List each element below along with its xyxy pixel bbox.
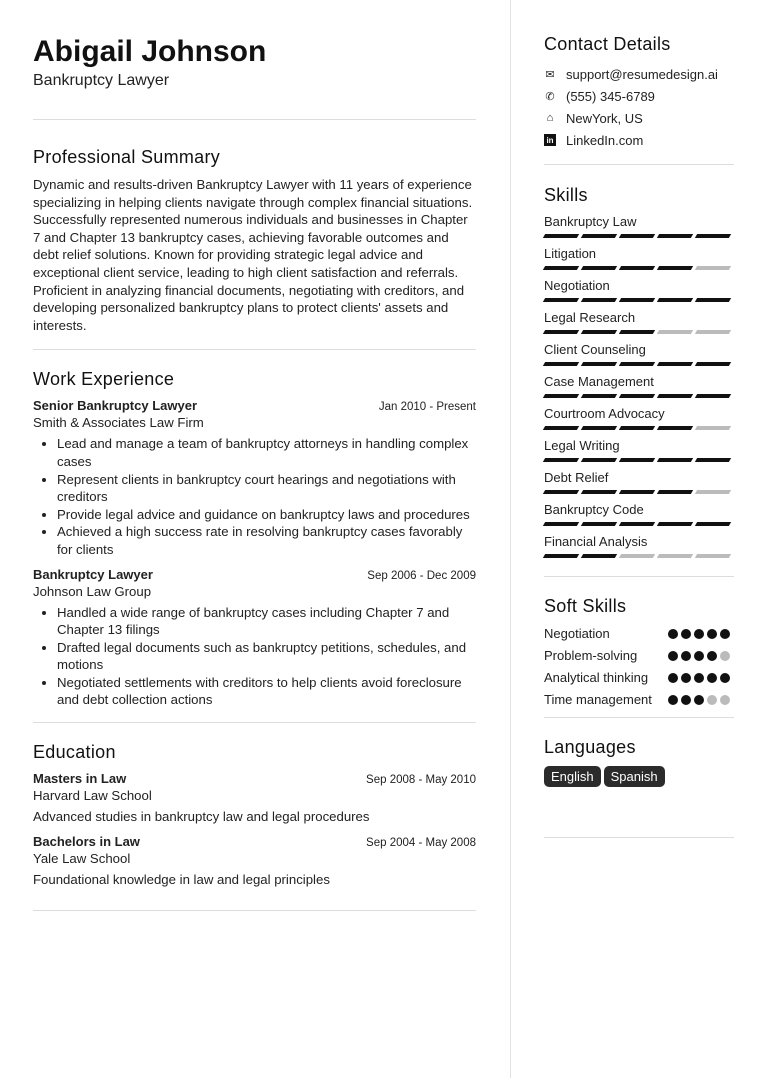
level-segment	[695, 298, 731, 302]
rating-dot	[681, 651, 691, 661]
divider	[544, 837, 734, 838]
level-segment	[619, 426, 655, 430]
job-title: Bankruptcy Lawyer	[33, 72, 170, 89]
level-segment	[619, 266, 655, 270]
rating-dot	[681, 673, 691, 683]
contact-email[interactable]	[544, 63, 734, 85]
skill-name: Legal Writing	[544, 438, 620, 453]
level-segment	[695, 490, 731, 494]
soft-skills-heading: Soft Skills	[544, 596, 627, 616]
sidebar	[544, 34, 734, 838]
level-segment	[543, 330, 579, 334]
school: Yale Law School	[33, 850, 131, 866]
job-header	[33, 398, 476, 413]
level-segment	[657, 330, 693, 334]
level-segment	[581, 298, 617, 302]
level-segment	[581, 362, 617, 366]
rating-dot	[694, 695, 704, 705]
job-title: Bankruptcy Lawyer	[33, 566, 153, 582]
soft-skill-name: Problem-solving	[544, 648, 638, 663]
contact-location	[544, 107, 734, 129]
level-segment	[581, 490, 617, 494]
level-segment	[543, 426, 579, 430]
job-company: Johnson Law Group	[33, 583, 152, 599]
contact-linkedin[interactable]	[544, 129, 734, 151]
level-segment	[581, 234, 617, 238]
level-segment	[619, 362, 655, 366]
level-segment	[695, 234, 731, 238]
job-bullet: • Handled a wide range of bankruptcy cases including Chapter 7 and Chapter 13 filings	[57, 604, 476, 639]
rating-dot	[720, 695, 730, 705]
level-segment	[543, 362, 579, 366]
divider	[544, 164, 734, 165]
level-segment	[619, 522, 655, 526]
level-segment	[581, 394, 617, 398]
education-list	[33, 771, 476, 888]
job-bullet: • Achieved a high success rate in resolving bankruptcy cases favorably for clients	[57, 523, 476, 558]
location-text: NewYork, US	[566, 110, 643, 126]
job-bullet: • Drafted legal documents such as bankruptcy petitions, schedules, and motions	[57, 639, 476, 674]
level-segment	[695, 554, 731, 558]
rating-dot	[668, 673, 678, 683]
level-segment	[581, 458, 617, 462]
skill-level-bar	[544, 330, 734, 334]
skill-level-bar	[544, 298, 734, 302]
skills-heading: Skills	[544, 185, 588, 205]
languages-list	[544, 766, 734, 787]
level-segment	[657, 394, 693, 398]
level-segment	[543, 266, 579, 270]
level-segment	[657, 554, 693, 558]
rating-dot	[668, 695, 678, 705]
divider	[544, 717, 734, 718]
skill-name: Bankruptcy Law	[544, 214, 637, 229]
phone-text: (555) 345-6789	[566, 88, 655, 104]
contact-list	[544, 63, 734, 151]
level-segment	[581, 426, 617, 430]
level-segment	[543, 234, 579, 238]
education-header	[33, 771, 476, 786]
level-segment	[657, 362, 693, 366]
rating-dot	[707, 629, 717, 639]
skill-name: Case Management	[544, 374, 654, 389]
soft-skill-item	[544, 647, 734, 665]
divider	[544, 576, 734, 577]
rating-dot	[707, 695, 717, 705]
skill-item	[544, 342, 734, 374]
summary-text: Dynamic and results-driven Bankruptcy Lawyer with 11 years of experience specializing in helping clients navigate through complex financial situations. Successfully represented numerous individuals and businesses in Chapter 7 and Chapter 13 bankruptcy cases, achieving favorable outcomes and debt relief solutions. Known for providing strategic legal advice and exceptional client service, leading to high client satisfaction and referrals. Proficient in analyzing financial documents, negotiating with creditors, and developing personalized bankruptcy plans to protect clients' assets and interests.	[33, 177, 473, 333]
skill-name: Bankruptcy Code	[544, 502, 644, 517]
job-bullet: • Represent clients in bankruptcy court hearings and negotiations with creditors	[57, 471, 476, 506]
level-segment	[695, 394, 731, 398]
level-segment	[581, 266, 617, 270]
rating-dot	[681, 695, 691, 705]
skill-level-bar	[544, 426, 734, 430]
level-segment	[619, 490, 655, 494]
job-entry	[33, 567, 476, 710]
job-date: Sep 2006 - Dec 2009	[367, 569, 476, 582]
skill-item	[544, 470, 734, 502]
job-bullet: • Lead and manage a team of bankruptcy attorneys in handling complex cases	[57, 435, 476, 470]
skill-name: Litigation	[544, 246, 597, 261]
skill-name: Debt Relief	[544, 470, 609, 485]
linkedin-icon: in	[544, 134, 556, 146]
soft-skill-item	[544, 691, 734, 709]
languages-heading: Languages	[544, 737, 636, 757]
divider	[33, 910, 476, 911]
skill-item	[544, 534, 734, 566]
home-icon: ⌂	[546, 112, 554, 124]
column-divider	[510, 0, 511, 1078]
level-segment	[695, 266, 731, 270]
level-segment	[657, 234, 693, 238]
job-bullet: • Negotiated settlements with creditors to help clients avoid foreclosure and debt collection actions	[57, 674, 476, 709]
level-segment	[543, 458, 579, 462]
skill-name: Financial Analysis	[544, 534, 648, 549]
divider	[33, 119, 476, 120]
degree: Bachelors in Law	[33, 833, 140, 849]
skill-level-bar	[544, 490, 734, 494]
education-description: Advanced studies in bankruptcy law and legal procedures	[33, 809, 370, 825]
job-bullets	[33, 435, 476, 558]
education-header	[33, 834, 476, 849]
rating-dot	[668, 629, 678, 639]
language-tag: Spanish	[604, 766, 665, 787]
skill-level-bar	[544, 394, 734, 398]
contact-heading: Contact Details	[544, 34, 671, 54]
skill-item	[544, 278, 734, 310]
level-segment	[543, 298, 579, 302]
level-segment	[543, 554, 579, 558]
skill-item	[544, 438, 734, 470]
phone-icon: ✆	[545, 90, 555, 103]
skill-item	[544, 406, 734, 438]
skill-level-bar	[544, 266, 734, 270]
education-description: Foundational knowledge in law and legal principles	[33, 871, 330, 887]
rating-dot	[694, 673, 704, 683]
skill-item	[544, 214, 734, 246]
level-segment	[695, 522, 731, 526]
skill-level-bar	[544, 554, 734, 558]
level-segment	[619, 394, 655, 398]
level-segment	[543, 394, 579, 398]
envelope-icon: ✉	[545, 68, 555, 81]
job-title: Senior Bankruptcy Lawyer	[33, 398, 197, 414]
skill-level-bar	[544, 522, 734, 526]
soft-skill-rating	[668, 651, 730, 665]
rating-dot	[681, 629, 691, 639]
divider	[33, 349, 476, 350]
divider	[33, 722, 476, 723]
soft-skill-name: Negotiation	[544, 626, 610, 641]
skill-name: Courtroom Advocacy	[544, 406, 665, 421]
soft-skill-rating	[668, 629, 730, 643]
soft-skill-rating	[668, 673, 730, 687]
level-segment	[543, 490, 579, 494]
level-segment	[543, 522, 579, 526]
rating-dot	[720, 629, 730, 639]
rating-dot	[694, 651, 704, 661]
skill-name: Legal Research	[544, 310, 636, 325]
email-text: support@resumedesign.ai	[566, 66, 718, 82]
soft-skill-item	[544, 669, 734, 687]
job-entry	[33, 398, 476, 558]
skill-item	[544, 246, 734, 278]
job-bullets	[33, 604, 476, 710]
language-tag: English	[544, 766, 601, 787]
level-segment	[657, 522, 693, 526]
degree: Masters in Law	[33, 771, 127, 787]
level-segment	[581, 330, 617, 334]
rating-dot	[720, 651, 730, 661]
skills-list	[544, 214, 734, 566]
job-header	[33, 567, 476, 582]
education-date: Sep 2008 - May 2010	[366, 774, 476, 787]
skill-item	[544, 502, 734, 534]
level-segment	[657, 458, 693, 462]
level-segment	[581, 522, 617, 526]
summary-heading: Professional Summary	[33, 147, 221, 167]
skill-name: Negotiation	[544, 278, 610, 293]
job-bullet: • Provide legal advice and guidance on bankruptcy laws and procedures	[57, 506, 476, 524]
linkedin-text: LinkedIn.com	[566, 132, 644, 148]
level-segment	[657, 266, 693, 270]
soft-skill-item	[544, 625, 734, 643]
rating-dot	[720, 673, 730, 683]
level-segment	[619, 458, 655, 462]
soft-skill-name: Analytical thinking	[544, 670, 649, 685]
job-date: Jan 2010 - Present	[378, 401, 476, 414]
level-segment	[657, 426, 693, 430]
skill-level-bar	[544, 234, 734, 238]
rating-dot	[694, 629, 704, 639]
education-heading: Education	[33, 742, 116, 763]
education-entry	[33, 771, 476, 826]
job-list	[33, 398, 476, 709]
level-segment	[695, 458, 731, 462]
level-segment	[695, 426, 731, 430]
skill-level-bar	[544, 362, 734, 366]
level-segment	[581, 554, 617, 558]
level-segment	[619, 234, 655, 238]
main-column	[33, 34, 476, 911]
work-heading: Work Experience	[33, 369, 175, 390]
skill-item	[544, 310, 734, 342]
level-segment	[657, 490, 693, 494]
contact-phone[interactable]	[544, 85, 734, 107]
candidate-name: Abigail Johnson	[33, 35, 267, 68]
level-segment	[619, 330, 655, 334]
level-segment	[695, 362, 731, 366]
level-segment	[695, 330, 731, 334]
rating-dot	[707, 651, 717, 661]
rating-dot	[707, 673, 717, 683]
rating-dot	[668, 651, 678, 661]
skill-name: Client Counseling	[544, 342, 646, 357]
soft-skill-name: Time management	[544, 692, 652, 707]
job-company: Smith & Associates Law Firm	[33, 415, 204, 431]
level-segment	[619, 298, 655, 302]
education-entry	[33, 834, 476, 889]
level-segment	[619, 554, 655, 558]
skill-level-bar	[544, 458, 734, 462]
skill-item	[544, 374, 734, 406]
education-date: Sep 2004 - May 2008	[366, 836, 476, 849]
soft-skills-list	[544, 625, 734, 709]
level-segment	[657, 298, 693, 302]
soft-skill-rating	[668, 695, 730, 709]
school: Harvard Law School	[33, 788, 152, 804]
